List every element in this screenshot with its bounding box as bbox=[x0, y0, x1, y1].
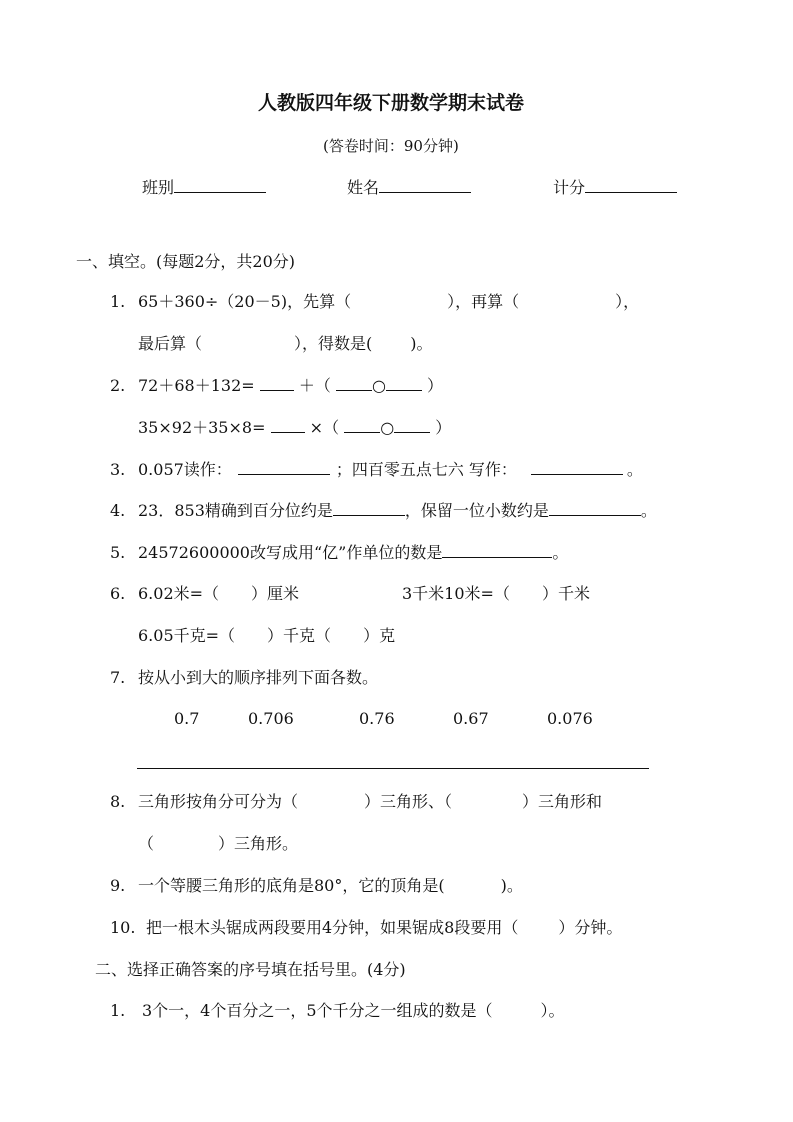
q9-text-b: )。 bbox=[500, 876, 523, 895]
q7-text: 按从小到大的顺序排列下面各数。 bbox=[138, 668, 379, 687]
class-blank[interactable] bbox=[174, 178, 266, 193]
q10-text-b: ）分钟。 bbox=[558, 918, 623, 937]
q6-text-e: 6.05千克=（ bbox=[138, 626, 236, 645]
q2-blank-4[interactable] bbox=[271, 418, 305, 433]
score-label: 计分 bbox=[553, 178, 586, 197]
q7-number-1: 0.7 bbox=[174, 709, 200, 728]
q5-number: 5. bbox=[110, 543, 126, 562]
q3-number: 3. bbox=[110, 460, 126, 479]
q5-text-a: 24572600000改写成用“亿”作单位的数是 bbox=[138, 543, 443, 562]
q8-text-b: ）三角形、（ bbox=[364, 792, 453, 811]
q1-text-e: ），得数是( bbox=[294, 334, 373, 353]
q3-text-b: ；四百零五点七六 写作： bbox=[335, 460, 517, 479]
q1-text-c: ）， bbox=[615, 292, 640, 311]
q3-line bbox=[110, 460, 643, 480]
q2-text-d: ） bbox=[427, 376, 444, 395]
q10-number: 10. bbox=[110, 918, 136, 937]
name-blank[interactable] bbox=[379, 178, 471, 193]
q10-line bbox=[110, 918, 622, 938]
q1-text-b: ），再算（ bbox=[447, 292, 520, 311]
q6-line1-right bbox=[402, 584, 590, 604]
q8-line2 bbox=[138, 834, 298, 854]
q4-text-c: 。 bbox=[640, 501, 657, 520]
q1-number: 1. bbox=[110, 292, 126, 311]
s2-q1-text-b: ）。 bbox=[540, 1001, 565, 1020]
q2-line2 bbox=[138, 418, 451, 438]
q6-text-a: 6.02米=（ bbox=[138, 584, 220, 603]
q8-line1 bbox=[110, 792, 602, 812]
q7-number-3: 0.76 bbox=[359, 709, 395, 728]
q8-text-e: ）三角形。 bbox=[218, 834, 299, 853]
q4-blank-2[interactable] bbox=[549, 501, 641, 516]
class-field bbox=[142, 178, 266, 198]
q6-line1 bbox=[110, 584, 299, 604]
q2-blank-6[interactable] bbox=[394, 418, 430, 433]
section2-heading: 二、选择正确答案的序号填在括号里。(4分) bbox=[95, 960, 406, 979]
q8-text-a: 三角形按角分可分为（ bbox=[138, 792, 299, 811]
q1-text-a: 65＋360÷（20－5)，先算（ bbox=[138, 292, 352, 311]
q8-number: 8. bbox=[110, 792, 126, 811]
score-field bbox=[553, 178, 677, 198]
s2-q1-line bbox=[110, 1001, 565, 1021]
q5-text-b: 。 bbox=[552, 543, 569, 562]
q4-line bbox=[110, 501, 657, 521]
q2-text-f: ） bbox=[435, 418, 452, 437]
q1-line2 bbox=[138, 334, 433, 354]
q3-text-c: 。 bbox=[626, 460, 643, 479]
q6-number: 6. bbox=[110, 584, 126, 603]
q3-blank-2[interactable] bbox=[531, 460, 623, 475]
q6-text-b: ）厘米 bbox=[251, 584, 300, 603]
q9-line bbox=[110, 876, 523, 896]
q4-blank-1[interactable] bbox=[333, 501, 405, 516]
q6-text-d: ）千米 bbox=[541, 584, 590, 603]
page-title: 人教版四年级下册数学期末试卷 bbox=[258, 92, 525, 114]
q6-text-c: 3千米10米=（ bbox=[402, 584, 510, 603]
section1-heading: 一、填空。(每题2分，共20分) bbox=[76, 252, 296, 271]
q4-number: 4. bbox=[110, 501, 126, 520]
q6-text-g: ）克 bbox=[363, 626, 396, 645]
q2-expr-2: 35×92＋35×8= bbox=[138, 418, 266, 437]
q10-text-a: 把一根木头锯成两段要用4分钟，如果锯成8段要用（ bbox=[146, 918, 519, 937]
q2-op-1: ○ bbox=[371, 376, 386, 395]
q2-blank-2[interactable] bbox=[336, 376, 372, 391]
q7-number-4: 0.67 bbox=[453, 709, 489, 728]
q2-op-2: ○ bbox=[380, 418, 395, 437]
s2-q1-text-a: 3个一，4个百分之一，5个千分之一组成的数是（ bbox=[142, 1001, 493, 1020]
name-label: 姓名 bbox=[347, 178, 380, 197]
q1-text-d: 最后算（ bbox=[138, 334, 203, 353]
q7-line bbox=[110, 668, 378, 688]
class-label: 班别 bbox=[142, 178, 175, 197]
q9-text-a: 一个等腰三角形的底角是80°，它的顶角是( bbox=[138, 876, 445, 895]
q7-number-5: 0.076 bbox=[547, 709, 593, 728]
q2-line1 bbox=[110, 376, 443, 396]
q2-blank-1[interactable] bbox=[260, 376, 294, 391]
q4-text-a: 23．853精确到百分位约是 bbox=[138, 501, 333, 520]
q8-text-d: （ bbox=[138, 834, 155, 853]
q1-text-f: )。 bbox=[410, 334, 433, 353]
name-field bbox=[347, 178, 471, 198]
q2-expr-1: 72＋68＋132= bbox=[138, 376, 255, 395]
q2-number: 2. bbox=[110, 376, 126, 395]
q7-answer-line[interactable] bbox=[137, 768, 649, 769]
q4-text-b: ，保留一位小数约是 bbox=[404, 501, 549, 520]
q2-text-e: ×（ bbox=[309, 418, 340, 437]
page-subtitle: (答卷时间：90分钟) bbox=[323, 137, 459, 155]
q3-blank-1[interactable] bbox=[238, 460, 330, 475]
q2-blank-5[interactable] bbox=[344, 418, 380, 433]
q8-text-c: ）三角形和 bbox=[522, 792, 603, 811]
q7-number: 7. bbox=[110, 668, 126, 687]
q3-text-a: 0.057读作： bbox=[138, 460, 232, 479]
q6-text-f: ）千克（ bbox=[267, 626, 332, 645]
q7-number-2: 0.706 bbox=[248, 709, 294, 728]
q5-blank[interactable] bbox=[442, 543, 552, 558]
q6-line2 bbox=[138, 626, 395, 646]
q1-line1 bbox=[110, 292, 639, 312]
score-blank[interactable] bbox=[585, 178, 677, 193]
q2-text-b: ＋（ bbox=[298, 376, 331, 395]
s2-q1-number: 1. bbox=[110, 1001, 126, 1020]
q5-line bbox=[110, 543, 568, 563]
q2-blank-3[interactable] bbox=[386, 376, 422, 391]
q9-number: 9. bbox=[110, 876, 126, 895]
